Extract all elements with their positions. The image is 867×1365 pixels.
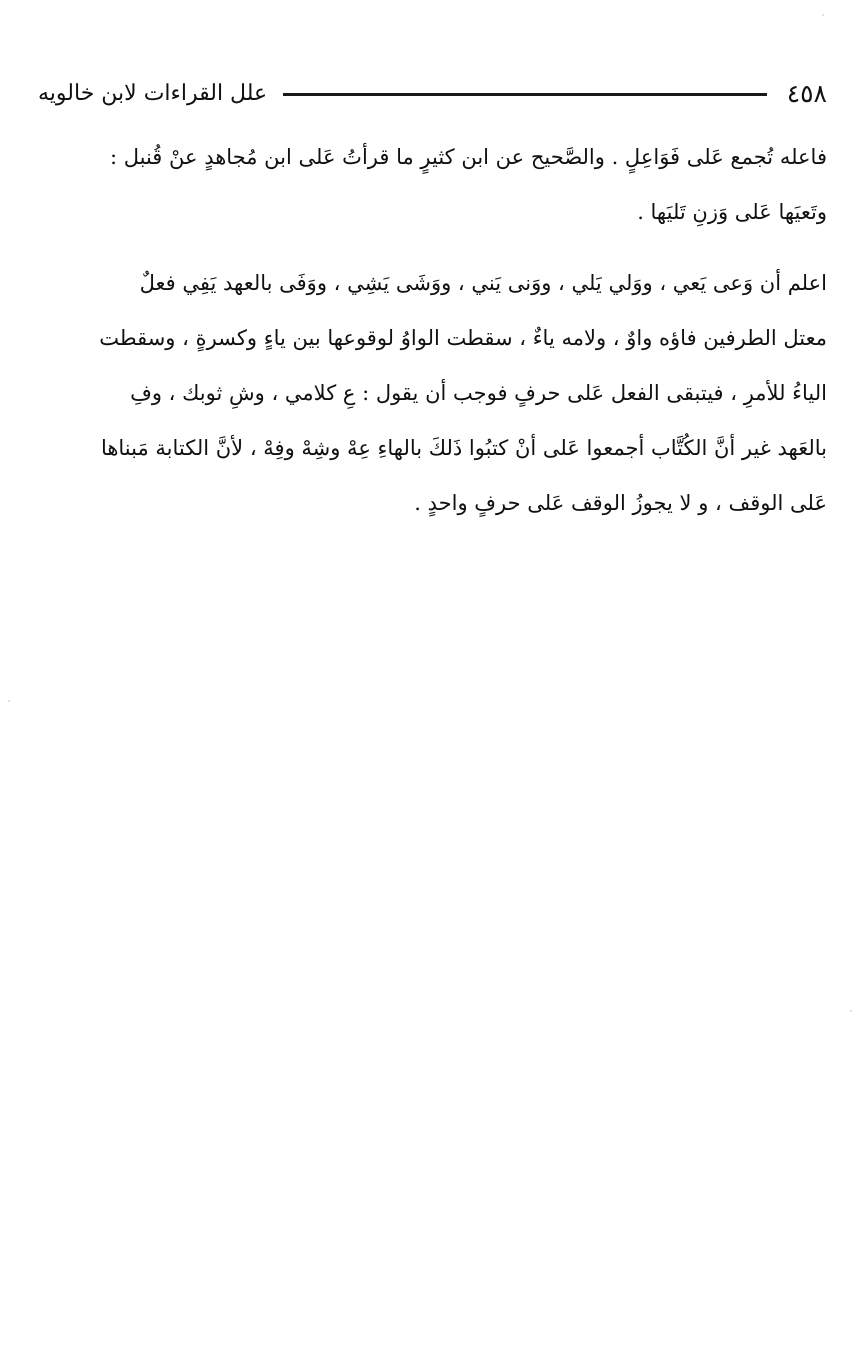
page-number: ٤٥٨: [786, 79, 827, 108]
header-rule: [283, 93, 767, 96]
text-line: اعلم أن وَعى يَعي ، ووَلي يَلي ، ووَنى يَني ، ووَشَى يَشِي ، ووَفَى بالعهد يَفِي فعلٌ: [139, 271, 827, 295]
scan-speck: [822, 14, 824, 16]
page-header: [38, 76, 827, 112]
text-line: الياءُ للأمرِ ، فيتبقى الفعل عَلى حرفٍ فوجب أن يقول : عِ كلامي ، وشِ ثوبك ، وفِ: [130, 381, 827, 405]
scan-speck: [850, 1010, 852, 1012]
text-line: وتَعيَها عَلى وَزنِ تَليَها .: [637, 200, 827, 224]
text-line: فاعله تُجمع عَلى فَوَاعِلٍ . والصَّحيح عن ابن كثيرٍ ما قرأتُ عَلى ابن مُجاهدٍ عنْ قُنبل :: [109, 145, 827, 169]
text-line: معتل الطرفين فاؤه واوٌ ، ولامه ياءٌ ، سقطت الواوُ لوقوعها بين ياءٍ وكسرةٍ ، وسقطت: [99, 326, 827, 350]
paragraph-2: [38, 256, 827, 531]
paragraph-1: [38, 130, 827, 240]
running-title: علل القراءات لابن خالويه: [38, 81, 268, 106]
scan-speck: [8, 700, 10, 702]
text-line: عَلى الوقف ، و لا يجوزُ الوقف عَلى حرفٍ واحدٍ .: [414, 491, 827, 515]
text-line: بالعَهد غير أنَّ الكُتَّاب أجمعوا عَلى أنْ كتبُوا ذَلكَ بالهاءِ عِهْ وشِهْ وفِهْ ، لأنَّ الكتابة مَبناها: [100, 436, 827, 460]
